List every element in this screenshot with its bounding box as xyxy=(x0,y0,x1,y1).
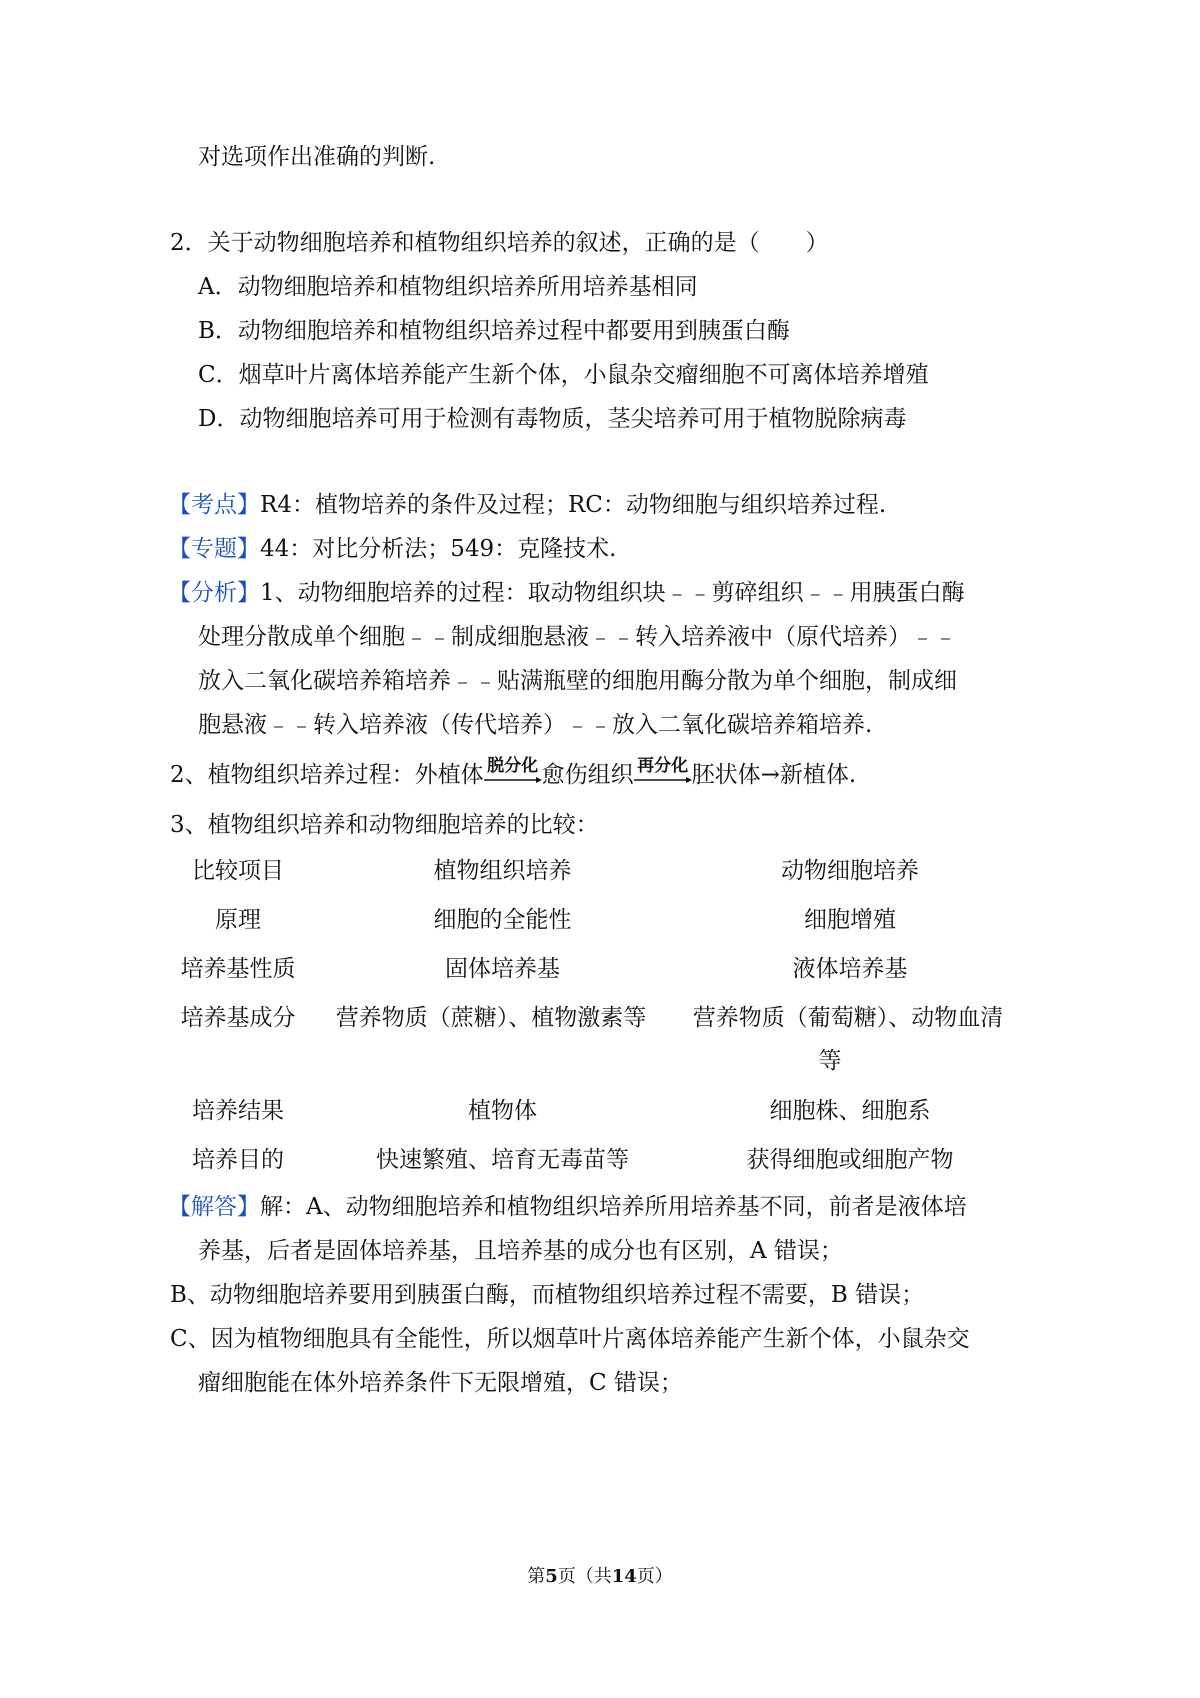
option-a: A．动物细胞培养和植物组织培养所用培养基相同 xyxy=(198,274,698,300)
zhuanti-line xyxy=(168,534,616,564)
dedifferentiation-arrow xyxy=(484,756,542,790)
fenxi-line-4: 胞悬液﹣﹣转入培养液（传代培养）﹣﹣放入二氧化碳培养箱培养. xyxy=(198,712,873,738)
table-header-item: 比较项目 xyxy=(192,858,284,884)
footer-total-pages: 14 xyxy=(611,1566,637,1587)
arrow-line-2 xyxy=(634,776,692,784)
table-cell: 细胞的全能性 xyxy=(433,907,572,933)
table-cell: 固体培养基 xyxy=(445,956,560,982)
option-c: C．烟草叶片离体培养能产生新个体，小鼠杂交瘤细胞不可离体培养增殖 xyxy=(198,362,929,388)
zhuanti-tag: 【专题】 xyxy=(168,536,260,562)
fenxi-tag: 【分析】 xyxy=(168,580,260,606)
table-cell: 营养物质（蔗糖）、植物激素等 xyxy=(335,1005,647,1031)
fenxi-line-2: 处理分散成单个细胞﹣﹣制成细胞悬液﹣﹣转入培养液中（原代培养）﹣﹣ xyxy=(198,624,957,650)
fenxi-text-1: 1、动物细胞培养的过程：取动物组织块﹣﹣剪碎组织﹣﹣用胰蛋白酶 xyxy=(260,580,965,606)
zhuanti-text: 44：对比分析法；549：克隆技术. xyxy=(260,536,617,562)
table-cell: 培养基性质 xyxy=(180,956,296,982)
kaodian-line xyxy=(168,490,886,520)
arrow-label-1: 脱分化 xyxy=(487,756,539,776)
table-cell: 细胞株、细胞系 xyxy=(769,1098,931,1124)
table-cell: 快速繁殖、培育无毒苗等 xyxy=(376,1147,629,1173)
table-header-plant: 植物组织培养 xyxy=(433,858,572,884)
table-cell: 获得细胞或细胞产物 xyxy=(746,1147,954,1173)
arrow-line-1 xyxy=(484,776,542,784)
process-prefix: 2、植物组织培养过程：外植体 xyxy=(170,762,484,788)
process-mid: 愈伤组织 xyxy=(541,762,634,788)
footer-mid: 页（共 xyxy=(557,1566,612,1587)
footer-prefix: 第 xyxy=(527,1566,546,1587)
fenxi-line-1 xyxy=(168,578,965,608)
jieda-tag: 【解答】 xyxy=(168,1194,260,1220)
option-d: D．动物细胞培养可用于检测有毒物质，茎尖培养可用于植物脱除病毒 xyxy=(198,406,907,432)
jieda-text-1: 解：A、动物细胞培养和植物组织培养所用培养基不同，前者是液体培 xyxy=(260,1194,967,1220)
table-cell: 原理 xyxy=(215,907,261,933)
compare-intro: 3、植物组织培养和动物细胞培养的比较： xyxy=(170,812,599,838)
table-cell: 培养基成分 xyxy=(180,1005,296,1031)
kaodian-tag: 【考点】 xyxy=(168,492,260,518)
jieda-line-2: 养基，后者是固体培养基，且培养基的成分也有区别，A 错误； xyxy=(198,1238,843,1264)
option-b: B．动物细胞培养和植物组织培养过程中都要用到胰蛋白酶 xyxy=(198,318,790,344)
table-cell: 细胞增殖 xyxy=(804,907,896,933)
page-footer xyxy=(0,1565,1200,1589)
fenxi-line-3: 放入二氧化碳培养箱培养﹣﹣贴满瓶壁的细胞用酶分散为单个细胞，制成细 xyxy=(198,668,957,694)
arrow-label-2: 再分化 xyxy=(637,756,689,776)
jieda-line-3: B、动物细胞培养要用到胰蛋白酶，而植物组织培养过程不需要，B 错误； xyxy=(170,1282,925,1308)
jieda-line-1 xyxy=(168,1192,967,1222)
table-cell: 培养目的 xyxy=(192,1147,284,1173)
table-header-animal: 动物细胞培养 xyxy=(781,858,919,884)
footer-page-number: 5 xyxy=(545,1566,558,1587)
process-line xyxy=(170,756,857,790)
question-stem: 2．关于动物细胞培养和植物组织培养的叙述，正确的是（ ） xyxy=(170,230,829,256)
table-cell: 营养物质（葡萄糖）、动物血清 xyxy=(692,1005,1004,1031)
kaodian-text: R4：植物培养的条件及过程；RC：动物细胞与组织培养过程. xyxy=(260,492,887,518)
jieda-line-5: 瘤细胞能在体外培养条件下无限增殖，C 错误； xyxy=(198,1370,683,1396)
table-cell-wrap: 等 xyxy=(818,1048,842,1074)
table-cell: 培养结果 xyxy=(192,1098,284,1124)
footer-suffix: 页） xyxy=(636,1566,673,1587)
jieda-line-4: C、因为植物细胞具有全能性，所以烟草叶片离体培养能产生新个体，小鼠杂交 xyxy=(170,1326,970,1352)
redifferentiation-arrow xyxy=(634,756,692,790)
process-suffix: 胚状体→新植体. xyxy=(691,762,857,788)
intro-tail: 对选项作出准确的判断. xyxy=(198,144,436,170)
table-cell: 液体培养基 xyxy=(792,956,908,982)
table-cell: 植物体 xyxy=(468,1098,537,1124)
